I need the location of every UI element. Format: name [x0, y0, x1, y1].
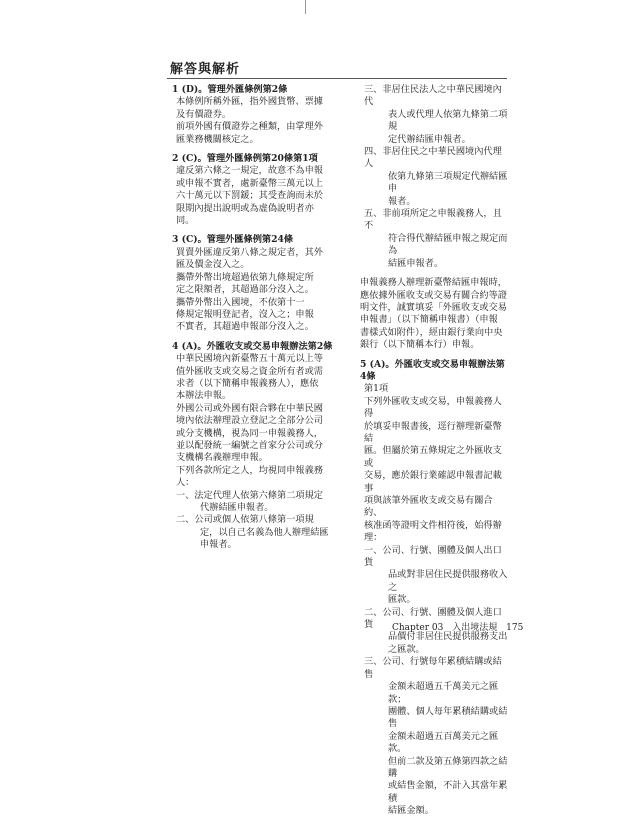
answer-line: 求者（以下簡稱申報義務人），應依	[176, 377, 319, 389]
answer-list-item	[360, 656, 508, 817]
item-line: 之匯款。	[388, 643, 425, 655]
item-line: 一、法定代理人依第六條第二項規定	[176, 489, 323, 501]
item-line: 結匯金額。	[388, 805, 434, 817]
answer-line: 匯業務機關核定之。	[176, 133, 259, 145]
answer-line: 定之限額者，其超過部分沒入之。	[176, 284, 314, 296]
item-line: 依第九條第三項規定代辦結匯申	[388, 170, 508, 195]
item-line: 四、非居住民之中華民國境內代理人	[364, 146, 502, 170]
item-line: 三、非居住民法人之中華民國境內代	[364, 84, 502, 108]
answer-entry	[172, 234, 352, 333]
answer-line: 買賣外匯違反第八條之規定者，其外	[176, 246, 323, 258]
answer-line: 中華民國境內新臺幣五十萬元以上等	[176, 353, 323, 365]
answer-line: 交易，應於銀行業確認申報書記載事	[364, 470, 502, 494]
item-line: 團體、個人每年累積結購或結售	[388, 705, 508, 730]
item-line: 表人或代理人依第九條第二項規	[388, 108, 508, 133]
continued-list-item	[360, 208, 508, 270]
item-line: 申報者。	[200, 539, 237, 551]
answer-line: 本辦法申報。	[176, 390, 232, 402]
item-line: 定代辦結匯申報者。	[388, 133, 471, 145]
answer-line: 並以配發統一編號之首家分公司或分	[176, 439, 323, 451]
answer-line: 或分支機構，視為同一申報義務人，	[176, 427, 323, 439]
item-line: 符合得代辦結匯申報之規定而為	[388, 232, 508, 257]
item-line: 代辦結匯申報者。	[200, 502, 274, 513]
answer-heading: 5 (A)。外匯收支或交易申報辦法第4條	[360, 358, 505, 382]
item-line: 匯款。	[388, 594, 416, 606]
answer-line: 值外匯收支或交易之資金所有者或需	[176, 365, 323, 377]
answer-line: 攜帶外幣出入國境，不依第十一	[176, 296, 305, 308]
left-column	[172, 84, 352, 559]
page-footer	[392, 620, 529, 633]
item-line: 二、公司或個人依第八條第一項規	[176, 514, 314, 526]
continued-list-item	[360, 84, 508, 146]
answer-list-item	[172, 490, 352, 515]
chapter-label: Chapter 03	[392, 623, 444, 633]
declaration-paragraph	[360, 277, 508, 351]
answer-line: 下列各款所定之人，均視同申報義務	[176, 464, 323, 476]
answer-line: 匯。但屬於第五條規定之外匯收支或	[364, 445, 502, 469]
item-line: 五、非前項所定之申報義務人，且不	[364, 208, 502, 232]
answer-line: 下列外匯收支或交易，申報義務人得	[364, 395, 502, 420]
answer-line: 前項外國有價證券之種類，由掌理外	[176, 121, 323, 133]
answer-line: 外國公司或外國有限合夥在中華民國	[176, 402, 323, 414]
answer-line: 核准函等證明文件相符後，始得辦	[364, 519, 502, 531]
paragraph-line: 申報書」（以下簡稱申報書）（申報	[360, 314, 498, 326]
answer-line: 或申報不實者，處新臺幣三萬元以上	[176, 177, 323, 189]
item-line: 品或對非居住民提供服務收入之	[388, 569, 508, 593]
answer-line: 境內依法辦理設立登記之全部分公司	[176, 415, 323, 427]
answer-list-item	[360, 545, 508, 607]
answer-line: 人：	[176, 477, 195, 489]
continued-list-item	[360, 146, 508, 208]
item-line: 一、公司、行號、團體及個人出口貨	[364, 544, 502, 569]
page-number: 175	[506, 623, 524, 633]
item-line: 金額未超過五百萬美元之匯款。	[388, 730, 499, 755]
answer-heading: 3 (C)。管理外匯條例第24條	[172, 234, 294, 246]
answer-line: 項與該筆外匯收支或交易有關合約、	[364, 495, 493, 519]
item-line: 品價付非居住民提供服務支出	[388, 631, 508, 643]
continued-items	[360, 84, 508, 270]
answer-heading: 2 (C)。管理外匯條例第20條第1項	[172, 153, 318, 165]
answer-line: 及有價證券。	[176, 108, 232, 120]
item-line: 二、公司、行號、團體及個人進口貨	[364, 606, 502, 631]
paragraph-line: 銀行（以下簡稱本行）申報。	[360, 339, 480, 351]
item-line: 金額未超過五千萬美元之匯款；	[388, 681, 499, 705]
paragraph-line: 申報義務人辦理新臺幣結匯申報時，	[360, 277, 507, 289]
answer-heading: 4 (A)。外匯收支或交易申報辦法第2條	[172, 340, 333, 352]
section-title: 解答與解析	[170, 62, 241, 77]
item-line: 但前二款及第五條第四款之結購	[388, 755, 508, 779]
item-line: 報者。	[388, 195, 416, 207]
answer-entry	[360, 359, 508, 818]
item-line: 或結售金額，不計入其當年累積	[388, 780, 508, 804]
paragraph-line: 明文件，誠實填妥「外匯收支或交易	[360, 301, 507, 313]
answer-line: 本條例所稱外匯，指外國貨幣、票據	[176, 96, 323, 108]
answer-line: 理：	[364, 532, 383, 544]
paragraph-line: 書樣式如附件），經由銀行業向中央	[360, 326, 503, 338]
answer-entry	[172, 84, 352, 146]
answer-line: 於填妥申報書後，逕行辦理新臺幣結	[364, 420, 502, 444]
paragraph-line: 應依據外匯收支或交易有關合約等證	[360, 289, 507, 301]
answer-line: 攜帶外幣出境超過依第九條規定所	[176, 271, 314, 283]
item-line: 三、公司、行號每年累積結購或結售	[364, 656, 502, 680]
item-line: 結匯申報者。	[388, 257, 444, 269]
answer-line: 限期內提出說明或為虛偽說明者亦	[176, 202, 314, 214]
answer-line: 同。	[176, 215, 195, 227]
answer-subheading: 第1項	[364, 383, 389, 395]
item-line: 定，以自己名義為他人辦理結匯	[200, 526, 329, 538]
header-divider	[167, 78, 507, 79]
answer-line: 支機構名義辦理申報。	[176, 452, 268, 464]
answer-line: 違反第六條之一規定，故意不為申報	[176, 165, 323, 177]
answer-entry	[172, 341, 352, 552]
chapter-title: 入出境法規	[452, 623, 498, 633]
answer-line: 匯及價金沒入之。	[176, 259, 250, 271]
answer-line: 條規定報明登記者，沒入之；申報	[176, 308, 314, 320]
crop-mark	[305, 0, 306, 14]
right-column	[360, 84, 508, 825]
answer-list-item	[172, 514, 352, 551]
answer-line: 不實者，其超過申報部分沒入之。	[176, 321, 314, 333]
answer-heading: 1 (D)。管理外匯條例第2條	[172, 84, 288, 95]
answer-line: 六十萬元以下罰鍰；其受查詢而未於	[176, 190, 323, 202]
answer-entry	[172, 153, 352, 227]
